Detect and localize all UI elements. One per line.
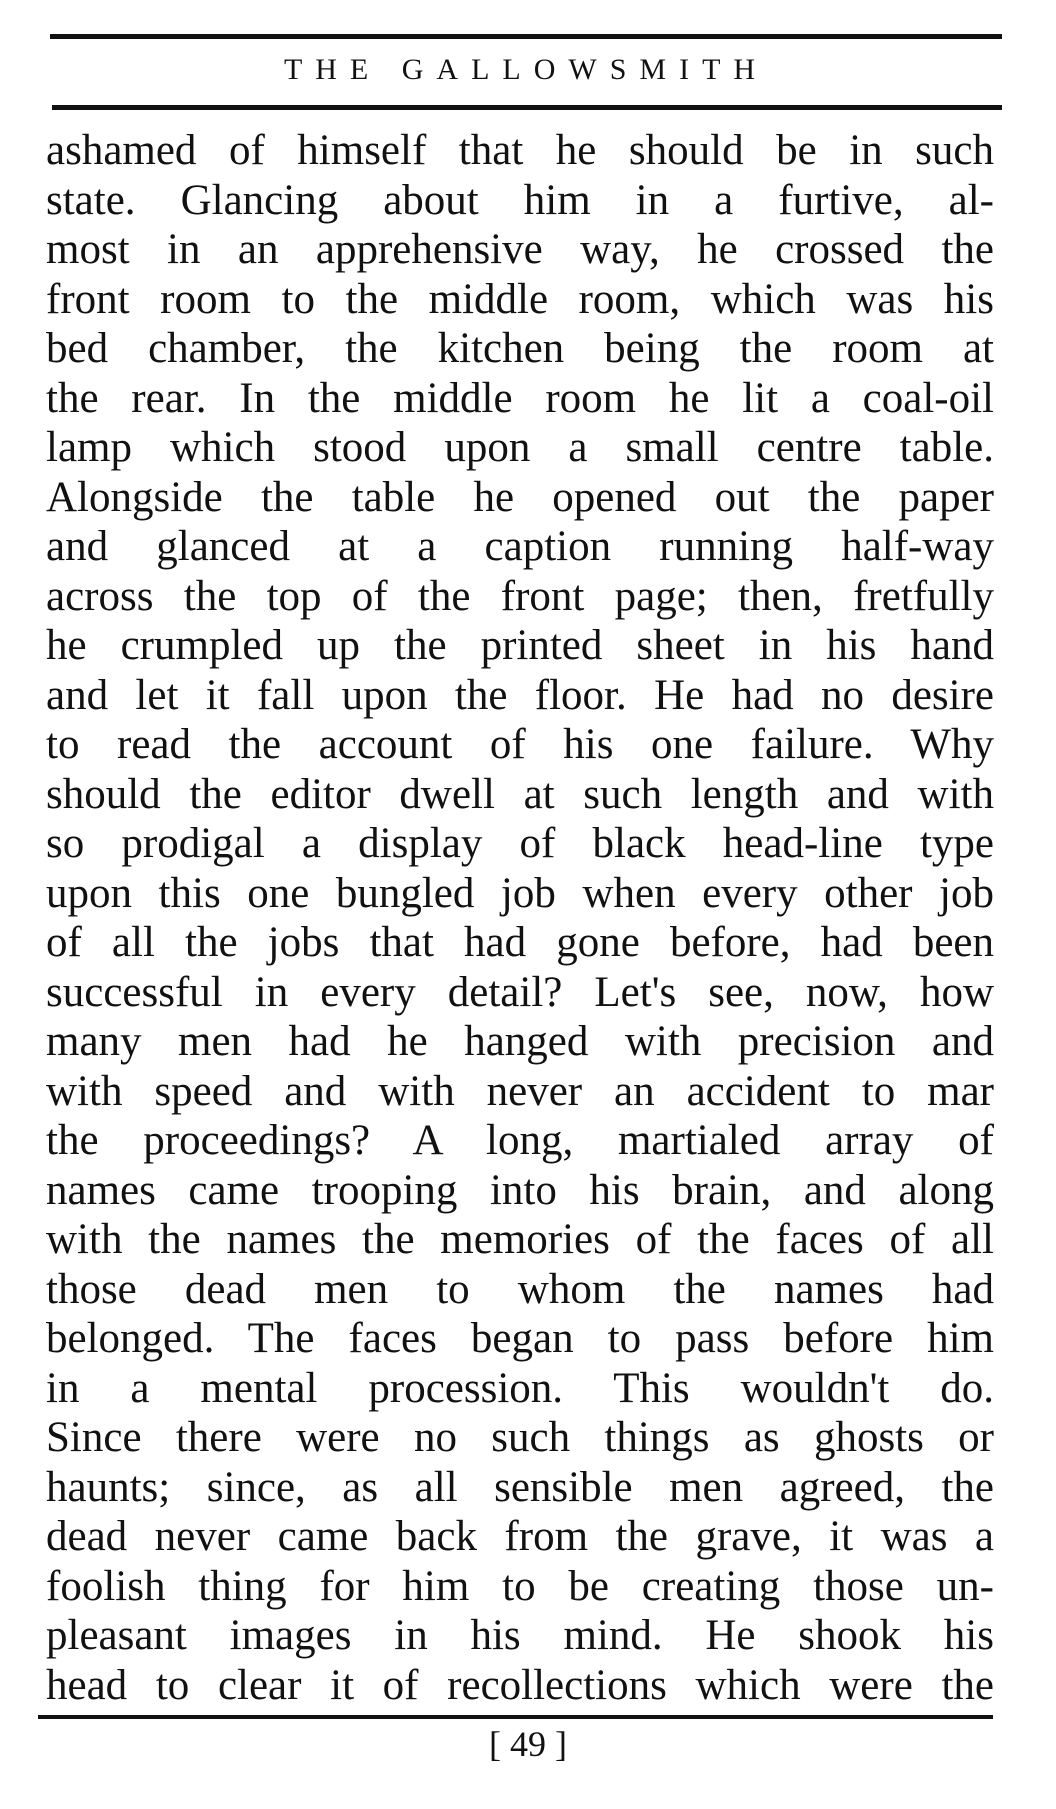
text-line: successful in every detail? Let's see, now, how bbox=[46, 968, 994, 1016]
text-line: names came trooping into his brain, and along bbox=[46, 1166, 994, 1214]
text-line: the rear. In the middle room he lit a coal-oil bbox=[46, 374, 994, 422]
text-line: and glanced at a caption running half-way bbox=[46, 523, 994, 570]
running-head: THE GALLOWSMITH bbox=[283, 53, 769, 86]
body-text bbox=[46, 126, 994, 1710]
text-line: of all the jobs that had gone before, had been bbox=[46, 919, 994, 966]
text-line: Since there were no such things as ghosts or bbox=[46, 1414, 994, 1461]
header-bottom-rule bbox=[52, 105, 1002, 110]
text-line: with the names the memories of the faces of all bbox=[46, 1216, 994, 1263]
text-line: to read the account of his one failure. Why bbox=[46, 721, 994, 768]
text-line: dead never came back from the grave, it was a bbox=[46, 1513, 994, 1560]
text-line: and let it fall upon the floor. He had no desire bbox=[46, 671, 994, 719]
text-line: foolish thing for him to be creating those un- bbox=[46, 1562, 994, 1610]
text-line: the proceedings? A long, martialed array of bbox=[46, 1117, 994, 1164]
text-line: most in an apprehensive way, he crossed the bbox=[46, 226, 994, 273]
text-line: upon this one bungled job when every other job bbox=[46, 869, 994, 917]
text-line: many men had he hanged with precision and bbox=[46, 1018, 994, 1065]
text-line: pleasant images in his mind. He shook his bbox=[46, 1612, 994, 1659]
page-number: [ 49 ] bbox=[489, 1724, 567, 1764]
text-line: so prodigal a display of black head-line type bbox=[46, 820, 994, 867]
footer-rule bbox=[38, 1715, 993, 1719]
text-line: state. Glancing about him in a furtive, al- bbox=[46, 176, 994, 224]
header-top-rule bbox=[50, 34, 1002, 39]
text-line: haunts; since, as all sensible men agreed, the bbox=[46, 1463, 994, 1511]
text-line: those dead men to whom the names had bbox=[46, 1265, 994, 1313]
text-line: lamp which stood upon a small centre table. bbox=[46, 424, 994, 471]
text-line: with speed and with never an accident to mar bbox=[46, 1067, 994, 1115]
text-line: should the editor dwell at such length and with bbox=[46, 770, 994, 818]
text-line: front room to the middle room, which was his bbox=[46, 275, 994, 323]
text-line: head to clear it of recollections which were the bbox=[46, 1661, 994, 1709]
text-line: in a mental procession. This wouldn't do. bbox=[46, 1364, 994, 1412]
text-line: he crumpled up the printed sheet in his hand bbox=[46, 622, 994, 669]
text-line: across the top of the front page; then, fretfully bbox=[46, 572, 994, 620]
text-line: Alongside the table he opened out the paper bbox=[46, 473, 994, 521]
text-line: belonged. The faces began to pass before him bbox=[46, 1315, 994, 1362]
text-line: bed chamber, the kitchen being the room at bbox=[46, 325, 994, 372]
text-line: ashamed of himself that he should be in such bbox=[46, 127, 994, 174]
